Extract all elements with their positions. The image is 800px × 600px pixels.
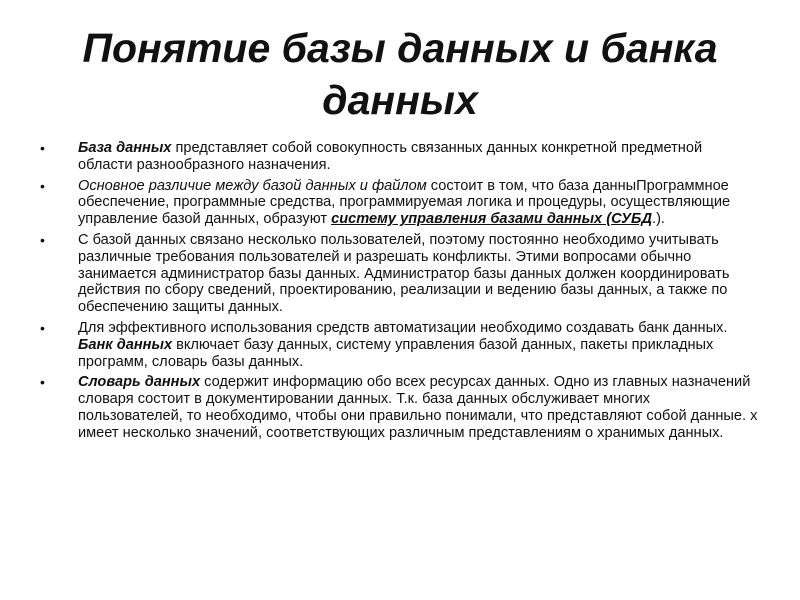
term-data-dictionary: Словарь данных <box>78 374 201 391</box>
bullet-icon: • <box>40 140 45 156</box>
bullet-text: содержит информацию обо всех ресурсах данных. Одно из главных назначений словаря состоит в документировании данных. Т.к. база данных обслуживает многих пользователей, то необходимо, чтобы они правильно понимали, что представляют собой данные. х имеет несколько значений, соответствующих различным представлениям о хранимых данных. <box>78 374 758 441</box>
bullet-icon: • <box>40 231 45 248</box>
slide-title: Понятие базы данных и банка данных <box>82 25 718 123</box>
bullet-text-end: .). <box>652 211 665 228</box>
bullet-item-db-vs-file <box>40 178 758 228</box>
term-data-bank: Банк данных <box>78 336 173 353</box>
bullet-icon: • <box>40 177 45 194</box>
bullet-text: С базой данных связано несколько пользователей, поэтому постоянно необходимо учитывать различные требования пользователей и разрешать конфликты. Этими вопросами обычно занимается администратор базы данных. Администратор базы данных должен координировать действия по сбору сведений, проектированию, реализации и ведению базы данных, а также по обеспечению защиты данных. <box>78 231 730 316</box>
bullet-item-administrator <box>40 232 758 316</box>
bullet-text: состоит в том, что база данныПрограммное обеспечение, программные средства, программируемая логика и процедуры, осуществляющие управление базой данных, образуют <box>78 177 731 228</box>
bullet-item-data-dictionary <box>40 374 758 441</box>
bullet-icon: • <box>40 319 45 336</box>
bullet-item-database <box>40 140 758 174</box>
bullet-icon: • <box>40 374 45 391</box>
bullet-list <box>40 140 758 446</box>
term-database: База данных <box>78 140 172 156</box>
bullet-text: Для эффективного использования средств автоматизации необходимо создавать банк данных. <box>78 319 728 336</box>
bullet-item-data-bank <box>40 320 758 370</box>
bullet-text-end: включает базу данных, систему управления базой данных, пакеты прикладных программ, словарь базы данных. <box>78 336 714 370</box>
bullet-text: представляет собой совокупность связанных данных конкретной предметной области разнообразного назначения. <box>78 140 703 173</box>
term-db-vs-file: Основное различие между базой данных и файлом <box>78 177 427 194</box>
dbms-link[interactable]: систему управления базами данных (СУБД <box>331 211 653 228</box>
